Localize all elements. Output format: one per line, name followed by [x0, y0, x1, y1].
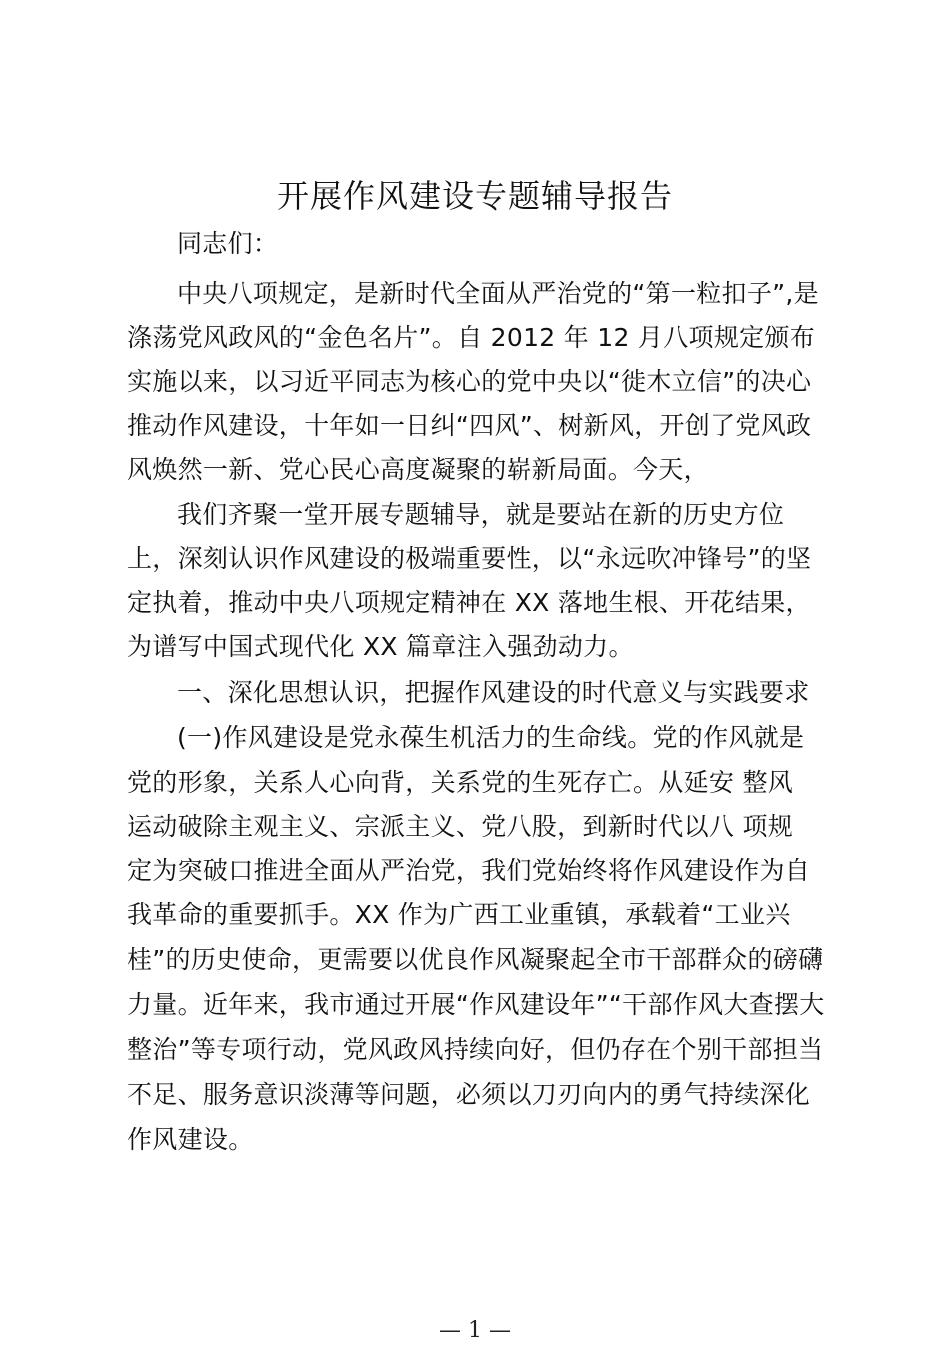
text-line: 上，深刻认识作风建设的极端重要性，以“永远吹冲锋号”的坚	[127, 544, 812, 573]
text-line: 桂”的历史使命，更需要以优良作风凝聚起全市干部群众的磅礴	[127, 945, 824, 974]
text-line: 整治”等专项行动，党风政风持续向好，但仍存在个别干部担当	[127, 1035, 824, 1064]
text-line: (一)作风建设是党永葆生机活力的生命线。党的作风就是	[177, 723, 805, 752]
text-line: 涤荡党风政风的“金色名片”。自 2012 年 12 月八项规定颁布	[127, 323, 816, 352]
text-line: 为谱写中国式现代化 XX 篇章注入强劲动力。	[127, 632, 634, 661]
text-line: 中央八项规定，是新时代全面从严治党的“第一粒扣子”,是	[177, 279, 819, 308]
section-heading: 一、深化思想认识，把握作风建设的时代意义与实践要求	[177, 678, 810, 707]
text-line: 定执着，推动中央八项规定精神在 XX 落地生根、开花结果，	[127, 588, 811, 617]
text-line: 党的形象，关系人心向背，关系党的生死存亡。从延安 整风	[127, 768, 794, 797]
text-line: 定为突破口推进全面从严治党，我们党始终将作风建设作为自	[127, 856, 811, 885]
text-line: 风焕然一新、党心民心高度凝聚的崭新局面。今天，	[127, 455, 709, 484]
text-line: 我革命的重要抓手。XX 作为广西工业重镇，承载着“工业兴	[127, 900, 791, 929]
salutation: 同志们：	[177, 229, 279, 258]
text-line: 我们齐聚一堂开展专题辅导，就是要站在新的历史方位	[177, 500, 785, 529]
text-line: 实施以来，以习近平同志为核心的党中央以“徙木立信”的决心	[127, 367, 812, 396]
page-number: — 1 —	[439, 1318, 511, 1343]
document-title: 开展作风建设专题辅导报告	[276, 177, 673, 215]
text-line: 不足、服务意识淡薄等问题，必须以刀刃向内的勇气持续深化	[127, 1080, 811, 1109]
text-line: 推动作风建设，十年如一日纠“四风”、树新风，开创了党风政	[127, 411, 812, 440]
text-line: 力量。近年来，我市通过开展“作风建设年”“干部作风大查摆大	[127, 990, 825, 1019]
text-line: 作风建设。	[127, 1125, 254, 1154]
text-line: 运动破除主观主义、宗派主义、党八股，到新时代以八 项规	[127, 812, 794, 841]
